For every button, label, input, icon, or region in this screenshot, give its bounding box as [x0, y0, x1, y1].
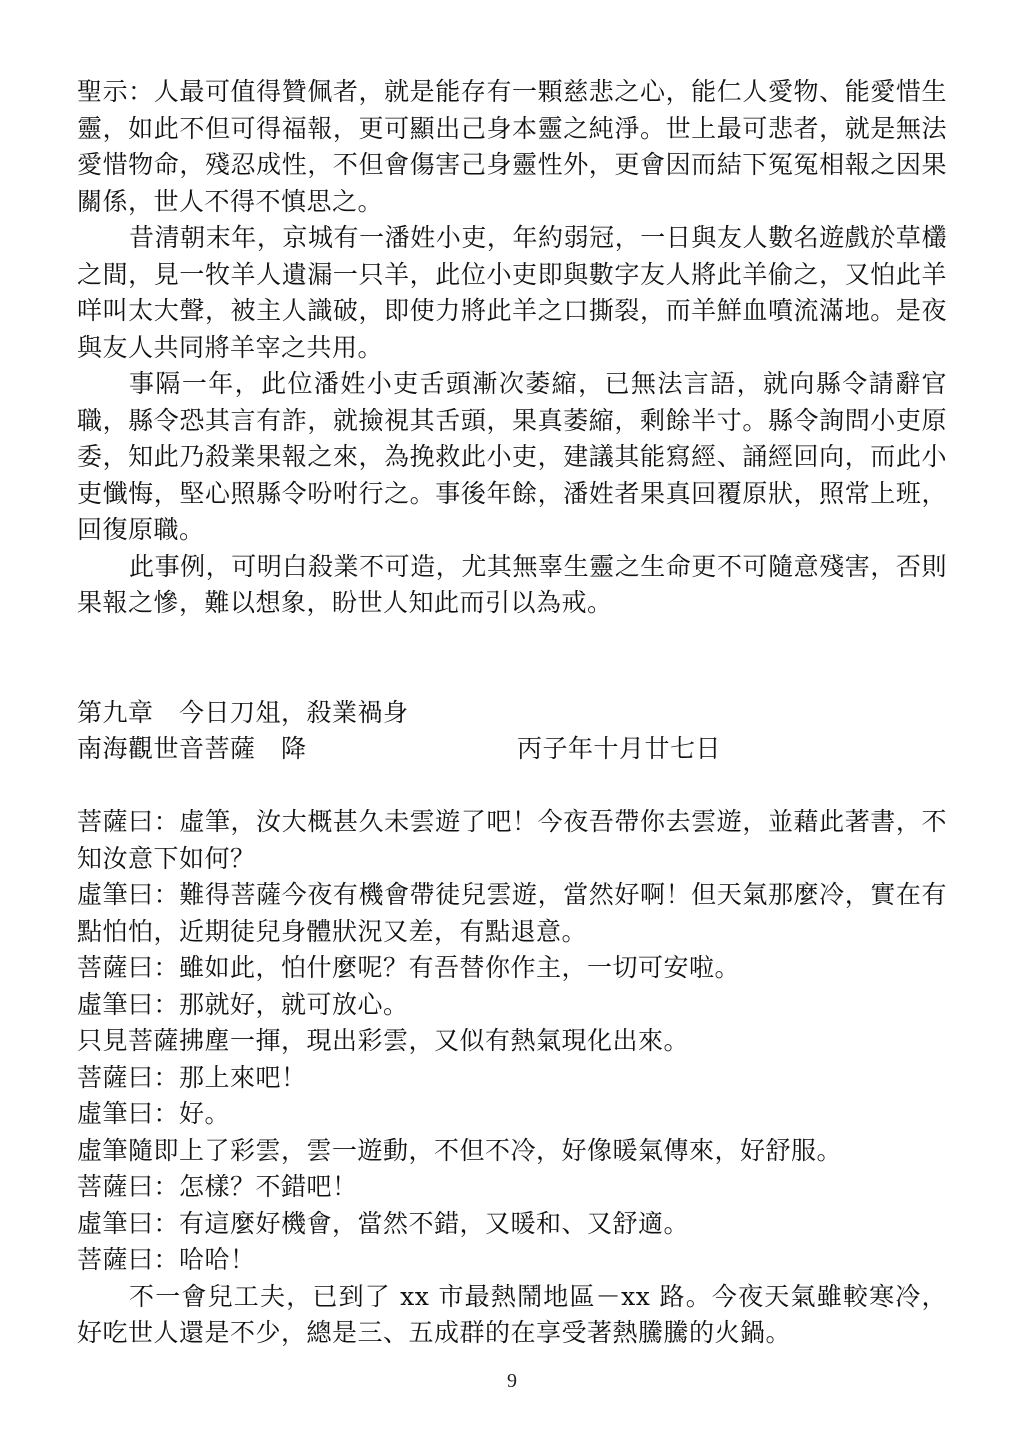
- dialogue-line: 只見菩薩拂塵一揮，現出彩雲，又似有熱氣現化出來。: [77, 1026, 690, 1055]
- chapter-deity: 南海觀世音菩薩 降: [77, 734, 307, 763]
- chapter-title: 第九章 今日刀俎，殺業禍身: [77, 697, 409, 727]
- dialogue-line: 虛筆曰：難得菩薩今夜有機會帶徒兒雲遊，當然好啊！但天氣那麼冷，實在有點怕怕，近期徒兒身體狀況又差，有點退意。: [77, 880, 947, 946]
- sacred-instruction-paragraph: 聖示：人最可值得贊佩者，就是能存有一顆慈悲之心，能仁人愛物、能愛惜生靈，如此不但可得福報，更可顯出己身本靈之純淨。世上最可悲者，就是無法愛惜物命，殘忍成性，不但會傷害己身靈性外，更會因而結下冤冤相報之因果關係，世人不得不慎思之。: [77, 77, 947, 216]
- dialogue-line: 虛筆曰：好。: [77, 1099, 231, 1128]
- chapter-deity-line: [77, 731, 947, 768]
- story-paragraph-2: 事隔一年，此位潘姓小吏舌頭漸次萎縮，已無法言語，就向縣令請辭官職，縣令恐其言有詐，就撿視其舌頭，果真萎縮，剩餘半寸。縣令詢問小吏原委，知此乃殺業果報之來，為挽救此小吏，建議其能寫經、誦經回向，而此小吏懺悔，堅心照縣令吩咐行之。事後年餘，潘姓者果真回覆原狀，照常上班，回復原職。: [77, 369, 947, 544]
- dialogue-line: 菩薩曰：雖如此，怕什麼呢？有吾替你作主，一切可安啦。: [77, 953, 741, 982]
- dialogue-line: 虛筆曰：那就好，就可放心。: [77, 989, 409, 1019]
- closing-paragraph: 不一會兒工夫，已到了 xx 市最熱鬧地區－xx 路。今夜天氣雖較寒冷，好吃世人還是不少，總是三、五成群的在享受著熱騰騰的火鍋。: [77, 1281, 947, 1347]
- section-spacer: [77, 622, 947, 695]
- page-number: 9: [507, 1370, 517, 1392]
- dialogue-line: 虛筆曰：有這麼好機會，當然不錯，又暖和、又舒適。: [77, 1208, 690, 1238]
- dialogue-line: 菩薩曰：哈哈！: [77, 1245, 256, 1274]
- dialogue-line: 菩薩曰：虛筆，汝大概甚久未雲遊了吧！今夜吾帶你去雲遊，並藉此著書，不知汝意下如何？: [77, 807, 947, 873]
- story-paragraph-3: 此事例，可明白殺業不可造，尤其無辜生靈之生命更不可隨意殘害，否則果報之慘，難以想象，盼世人知此而引以為戒。: [77, 551, 947, 617]
- dialogue-line: 菩薩曰：怎樣？不錯吧！: [77, 1172, 358, 1201]
- dialogue-line: 菩薩曰：那上來吧！: [77, 1062, 307, 1092]
- chapter-spacer: [77, 768, 947, 805]
- page-content: [77, 74, 947, 1352]
- dialogue-line: 虛筆隨即上了彩雲，雲一遊動，不但不冷，好像暖氣傳來，好舒服。: [77, 1135, 843, 1165]
- story-paragraph-1: 昔清朝末年，京城有一潘姓小吏，年約弱冠，一日與友人數名遊戲於草欉之間，見一牧羊人遺漏一只羊，此位小吏即與數字友人將此羊偷之，又怕此羊咩叫太大聲，被主人識破，即使力將此羊之口撕裂，而羊鮮血噴流滿地。是夜與友人共同將羊宰之共用。: [77, 223, 947, 362]
- chapter-date: 丙子年十月廿七日: [517, 734, 722, 763]
